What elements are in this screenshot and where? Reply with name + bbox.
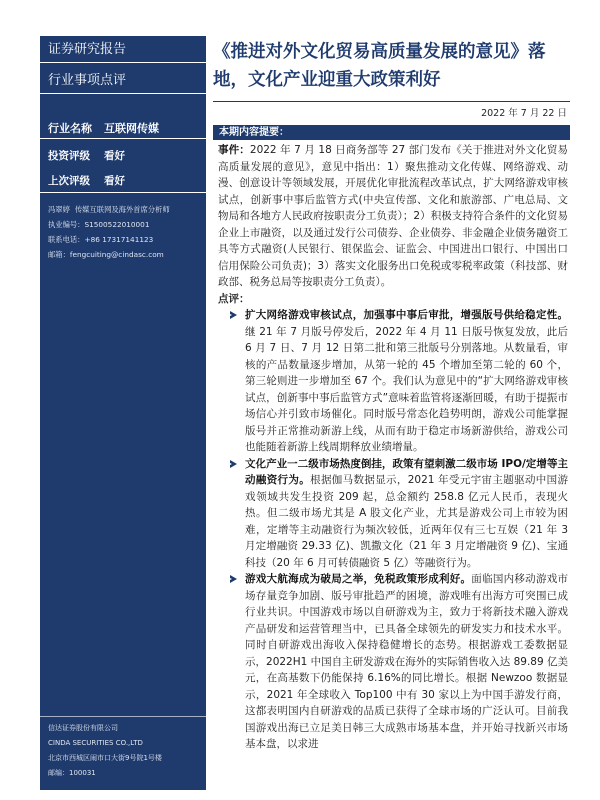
event-paragraph	[218, 142, 568, 291]
summary-content	[218, 142, 568, 790]
previous-rating-value: 看好	[104, 175, 125, 187]
comment-lead: 文化产业一二级市场热度倒挂，政策有望刺激二级市场 IPO/定增等主动融资行为。	[245, 457, 568, 486]
analyst-name-line	[48, 202, 206, 217]
arrow-bullet-icon	[230, 460, 237, 468]
previous-rating-row	[40, 171, 206, 193]
rating-label: 投资评级	[48, 150, 90, 162]
analyst-title: 传媒互联网及海外首席分析师	[74, 205, 170, 214]
comment-body: 继 21 年 7 月版号停发后，2022 年 4 月 11 日版号恢复发放，此后 6 月 7 日、7 月 12 日第二批和第三批版号分别落地。从数量看，审核的产品数量逐步增加，从第一轮的 45 个增加至第二轮的 60 个，第三轮则进一步增加至 67 个。我们认为意见中的“扩大网络游戏审核试点，创新事中事后监管方式”意味着监管将逐渐回暖，有助于提振市场信心并引致市场催化。同时版号常态化趋势明朗，游戏公司能掌握版号并正常推动新游上线，从而有助于稳定市场新游供给，游戏公司也能随着新游上线周期释放业绩增量。	[245, 325, 568, 453]
company-name-cn: 信达证券股份有限公司	[48, 724, 118, 732]
company-name-en: CINDA SECURITIES CO.,LTD	[48, 739, 143, 747]
report-date: 2022 年 7 月 22 日	[481, 108, 567, 119]
comment-lead: 扩大网络游戏审核试点，加强事中事后审批，增强版号供给稳定性。	[245, 309, 568, 321]
analyst-license: 执业编号：S1500522010001	[48, 220, 150, 229]
arrow-bullet-icon	[230, 575, 237, 583]
event-text: 2022 年 7 月 18 日商务部等 27 部门发布《关于推进对外文化贸易高质量发展的意见》，意见中指出：1）聚焦推动文化传媒、网络游戏、动漫、创意设计等领域发展，开展优化审批流程改革试点，扩大网络游戏审核试点，创新事中事后监管方式(中央宣传部、文化和旅游部、广电总局、文物局和各地方人民政府按职责分工负责）；2）积极支持符合条件的文化贸易企业上市融资，以及通过发行公司债券、企业债券、非金融企业债务融资工具等方式融资(人民银行、银保监会、证监会、中国进出口银行、中国出口信用保险公司负责)；3）落实文化服务出口免税或零税率政策（科技部、财政部、税务总局等按职责分工负责）。	[218, 144, 568, 288]
company-address: 北京市西城区闹市口大街9号院1号楼	[48, 754, 162, 762]
comment-lead: 游戏大航海成为破局之举，免税政策形成利好。	[245, 573, 472, 585]
summary-heading: 本期内容提要：	[213, 125, 570, 140]
comment-body: 面临国内移动游戏市场存量竞争加剧、版号审批趋严的困境，游戏唯有出海方可突围已成行业共识。中国游戏市场以自研游戏为主，致力于将新技术融入游戏产品研发和运营管理当中，已具备全球领先的研发实力和技术水平。同时自研游戏出海收入保持稳健增长的态势。根据游戏工委数据显示，2022H1 中国自主研发游戏在海外的实际销售收入达 89.89 亿美元，在高基数下仍能保持 6.16%的同比增长。根据 Newzoo 数据显示，2021 年全球收入 Top100 中有 30 家以上为中国手游发行商，这都表明国内自研游戏的品质已获得了全球市场的广泛认可。目前我国游戏出海已立足美日韩三大成熟市场基本盘，并开始寻找新兴市场基本盘，以求进	[245, 573, 568, 750]
company-info	[40, 716, 206, 781]
event-label: 事件：	[218, 144, 250, 156]
sidebar	[40, 36, 206, 790]
industry-value: 互联网传媒	[104, 122, 159, 135]
analyst-phone: 联系电话：+86 17317141123	[48, 235, 154, 244]
analyst-name: 冯翠婷	[48, 205, 70, 214]
analyst-email: 邮箱：fengcuiting@cindasc.com	[48, 250, 164, 259]
report-category-label: 行业事项点评	[40, 67, 206, 94]
analyst-info	[40, 202, 206, 262]
comment-label: 点评：	[218, 292, 250, 305]
company-postcode: 邮编：100031	[48, 769, 96, 777]
industry-row	[40, 119, 206, 139]
comment-item	[218, 571, 568, 753]
header-divider	[213, 101, 570, 102]
comment-item	[218, 456, 568, 572]
comment-body: 根据伽马数据显示，2021 年受元宇宙主题驱动中国游戏领域共发生投资 209 起，总金额约 258.8 亿元人民币，表现火热。但二级市场尤其是 A 股文化产业，尤其是游戏公司上市较为困难，定增等主动融资行为频次较低，近两年仅有三七互娱（21 年 3 月定增融资 29.33 亿)、凯撒文化（21 年 3 月定增融资 9 亿)、宝通科技（20 年 6 月可转债融资 5 亿）等融资行为。	[245, 474, 568, 569]
arrow-bullet-icon	[230, 311, 237, 319]
rating-row	[40, 146, 206, 166]
previous-rating-label: 上次评级	[48, 175, 90, 187]
industry-label: 行业名称	[48, 122, 92, 135]
comment-item	[218, 307, 568, 456]
rating-value: 看好	[104, 150, 125, 162]
report-title: 《推进对外文化贸易高质量发展的意见》落地，文化产业迎重大政策利好	[213, 42, 546, 90]
report-type-label: 证券研究报告	[40, 36, 206, 63]
